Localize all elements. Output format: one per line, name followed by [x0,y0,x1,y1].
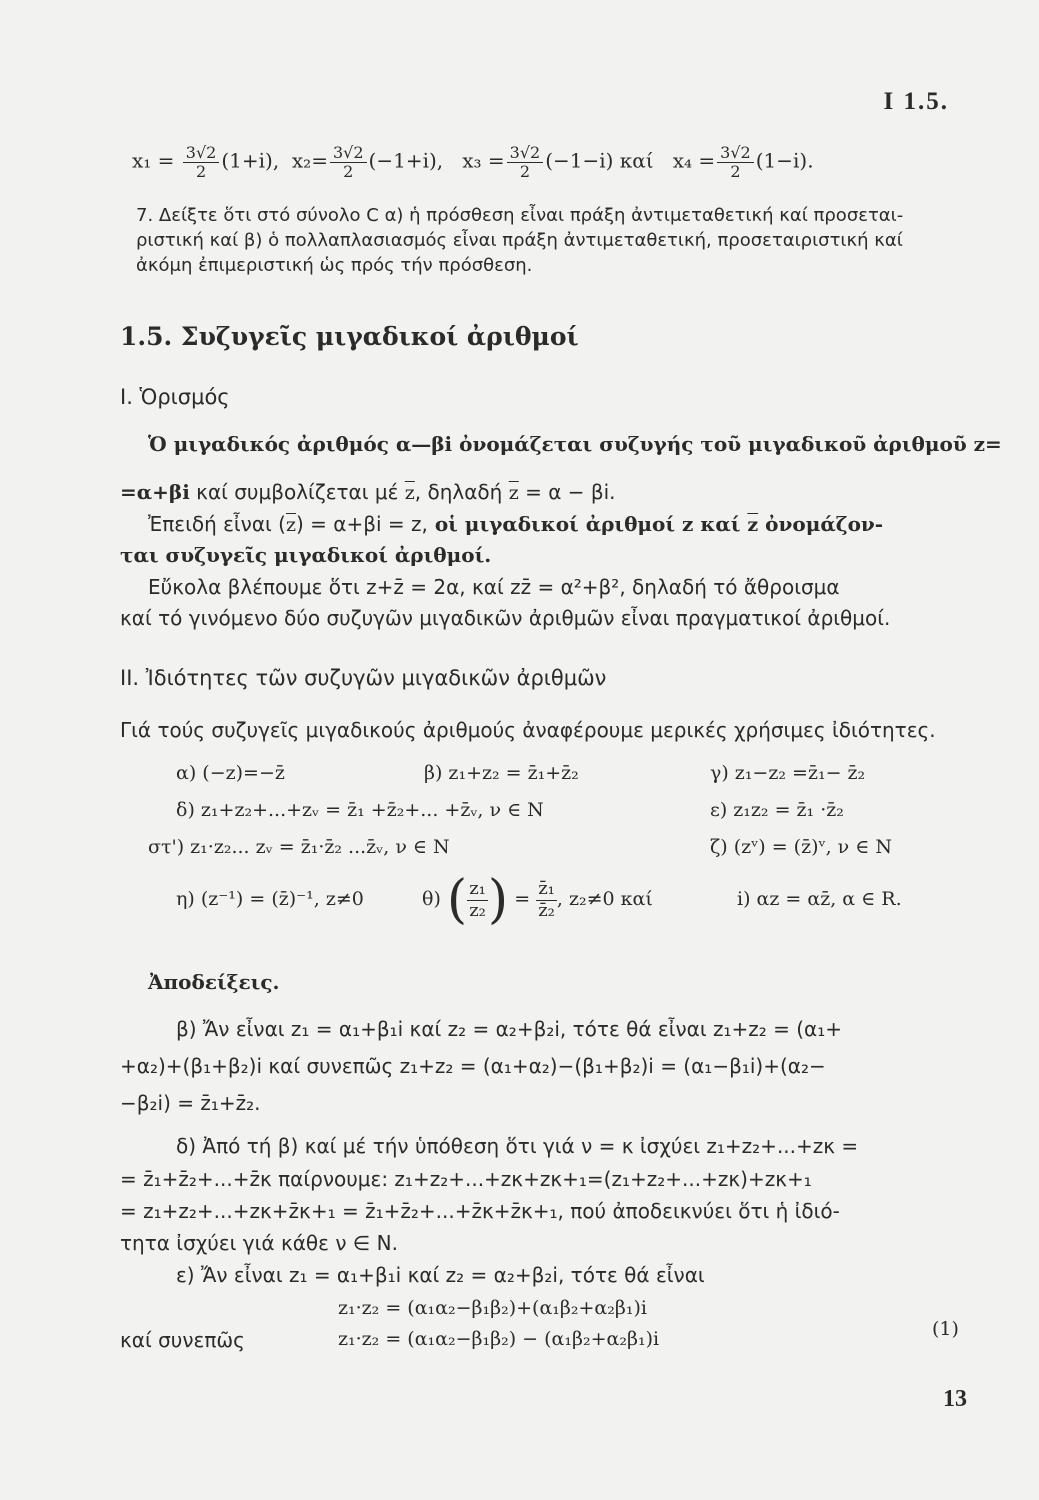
proof-delta-line-1: δ) Ἀπό τή β) καί μέ τήν ὑπόθεση ὅτι γιά ν = κ ἰσχύει z₁+z₂+...+zκ = [176,1134,859,1158]
theta-label: θ) [422,888,441,910]
def-z-expression: =α+βi [120,480,190,504]
x3-label: x₃ = [462,148,505,173]
property-iota: i) αz = αz̄, α ∈ R. [737,888,902,910]
def-text-3: = α − βi. [518,480,616,504]
property-beta: β) z₁+z₂ = z̄₁+z̄₂ [424,762,579,784]
exercise-7-line-1: 7. Δείξτε ὅτι στό σύνολο C α) ἡ πρόσθεση εἶναι πράξη ἀντιμεταθετική καί προσεται- [136,205,904,226]
running-header: I 1.5. [883,88,949,115]
def-zbar-1: $\overline{z}$ [404,482,415,504]
proof-delta-line-2: = z̄₁+z̄₂+...+z̄κ παίρνουμε: z₁+z₂+...+zκ+zκ+₁=(z₁+z₂+...+zκ)+zκ+₁ [120,1167,812,1191]
proof-delta-line-3: = z₁+z₂+...+zκ+z̄κ+₁ = z̄₁+z̄₂+...+z̄κ+z̄κ+₁, πού ἀποδεικνύει ὅτι ἡ ἰδιό- [120,1199,840,1223]
proof-epsilon-line-3: z₁·z₂ = (α₁α₂−β₁β₂) − (α₁β₂+α₂β₁)i [338,1328,660,1350]
x4-label: x₄ = [672,148,716,173]
property-gamma: γ) z₁−z₂ =z̄₁− z̄₂ [710,762,866,784]
x2-rest: (−1+i), [368,148,444,173]
since-text-3: οἱ μιγαδικοί ἀριθμοί z καί [427,512,748,536]
section-title: 1.5. Συζυγεῖς μιγαδικοί ἀριθμοί [120,322,579,351]
property-delta: δ) z₁+z₂+...+zᵥ = z̄₁ +z̄₂+... +z̄ᵥ, ν ∈ N [176,799,544,821]
since-line-2: ται συζυγεῖς μιγαδικοί ἀριθμοί. [120,543,492,567]
definition-line-1: Ὁ μιγαδικός ἀριθμός α—βi ὀνομάζεται συζυγής τοῦ μιγαδικοῦ ἀριθμοῦ z= [148,432,1002,456]
since-text-2: ) = α+βi = z, [295,512,428,536]
property-theta: θ) ( $\frac{\text{z₁}}{\text{z₂}}$ ) = $\frac{\text{z̄₁}}{\text{z̄₂}}$ , z₂≠0 καί [422,870,653,930]
proof-delta-line-4: τητα ἰσχύει γιά κάθε ν ∈ N. [120,1231,398,1255]
since-line-1 [148,512,883,536]
theta-paren-close: ) [487,870,509,930]
theta-tail: , z₂≠0 καί [556,888,653,910]
proof-beta-line-3: −β₂i) = z̄₁+z̄₂. [120,1091,261,1115]
property-alpha: α) (−z)=−z̄ [176,762,285,784]
fraction-2: $\frac{3√2}{2}$ [330,144,367,180]
proof-beta-line-1: β) Ἄν εἶναι z₁ = α₁+β₁i καί z₂ = α₂+β₂i, τότε θά εἶναι z₁+z₂ = (α₁+ [176,1017,842,1041]
theta-paren-open: ( [446,870,468,930]
fraction-1: $\frac{3√2}{2}$ [183,144,220,180]
roots-formula [132,144,814,180]
definition-line-2 [120,480,616,504]
property-stigma: στ') z₁·z₂... zᵥ = z̄₁·z̄₂ ...z̄ᵥ, ν ∈ N [148,836,450,858]
subsection-definition-title: I. Ὁρισμός [120,385,230,409]
theta-fraction-left: $\frac{\text{z₁}}{\text{z₂}}$ [469,877,486,921]
proof-epsilon-line-1: ε) Ἄν εἶναι z₁ = α₁+β₁i καί z₂ = α₂+β₂i, τότε θά εἶναι [176,1263,705,1287]
proof-beta-line-2: +α₂)+(β₁+β₂)i καί συνεπῶς z₁+z₂ = (α₁+α₂)−(β₁+β₂)i = (α₁−β₁i)+(α₂− [120,1054,826,1078]
fraction-4: $\frac{3√2}{2}$ [717,144,754,180]
property-zeta: ζ) (zᵛ) = (z̄)ᵛ, ν ∈ N [710,836,892,858]
fraction-3: $\frac{3√2}{2}$ [507,144,544,180]
x1-label: x₁ = [132,148,175,173]
x1-rest: (1+i), [221,148,280,173]
property-eta: η) (z⁻¹) = (z̄)⁻¹, z≠0 [176,888,364,910]
exercise-7-line-3: ἀκόμη ἐπιμεριστική ὡς πρός τήν πρόσθεση. [136,255,533,276]
since-text-1: Ἐπειδή εἶναι ( [148,512,286,536]
since-zbar: $\overline{z}$ [285,514,296,536]
since-text-4: ὀνομάζον- [758,512,884,536]
x3-rest: (−1−i) καί [545,148,654,173]
easy-line-1: Εὔκολα βλέπουμε ὅτι z+z̄ = 2α, καί zz̄ = α²+β², δηλαδή τό ἄθροισμα [148,575,840,599]
proof-epsilon-line-2: z₁·z₂ = (α₁α₂−β₁β₂)+(α₁β₂+α₂β₁)i [338,1297,647,1319]
subsection-properties-title: II. Ἰδιότητες τῶν συζυγῶν μιγαδικῶν ἀριθμῶν [120,666,607,690]
proof-epsilon-label: καί συνεπῶς [120,1328,245,1352]
exercise-7-line-2: ριστική καί β) ὁ πολλαπλασιασμός εἶναι πράξη ἀντιμεταθετική, προσεταιριστική καί [136,230,903,251]
properties-intro: Γιά τούς συζυγεῖς μιγαδικούς ἀριθμούς ἀναφέρουμε μερικές χρήσιμες ἰδιότητες. [120,718,936,742]
theta-fraction-right: $\frac{\text{z̄₁}}{\text{z̄₂}}$ [538,877,555,921]
since-zbar-2: $\overline{z}$ [747,514,759,536]
def-zbar-2: $\overline{z}$ [508,482,519,504]
equation-number: (1) [932,1318,959,1340]
def-text-2: , δηλαδή [414,480,509,504]
x4-rest: (1−i). [755,148,814,173]
x2-label: x₂= [291,148,328,173]
property-epsilon: ε) z₁z₂ = z̄₁ ·z̄₂ [710,799,844,821]
page-number: 13 [943,1386,967,1412]
def-text-1: καί συμβολίζεται μέ [189,480,405,504]
proofs-title: Ἀποδείξεις. [148,970,280,994]
easy-line-2: καί τό γινόμενο δύο συζυγῶν μιγαδικῶν ἀριθμῶν εἶναι πραγματικοί ἀριθμοί. [120,606,891,630]
